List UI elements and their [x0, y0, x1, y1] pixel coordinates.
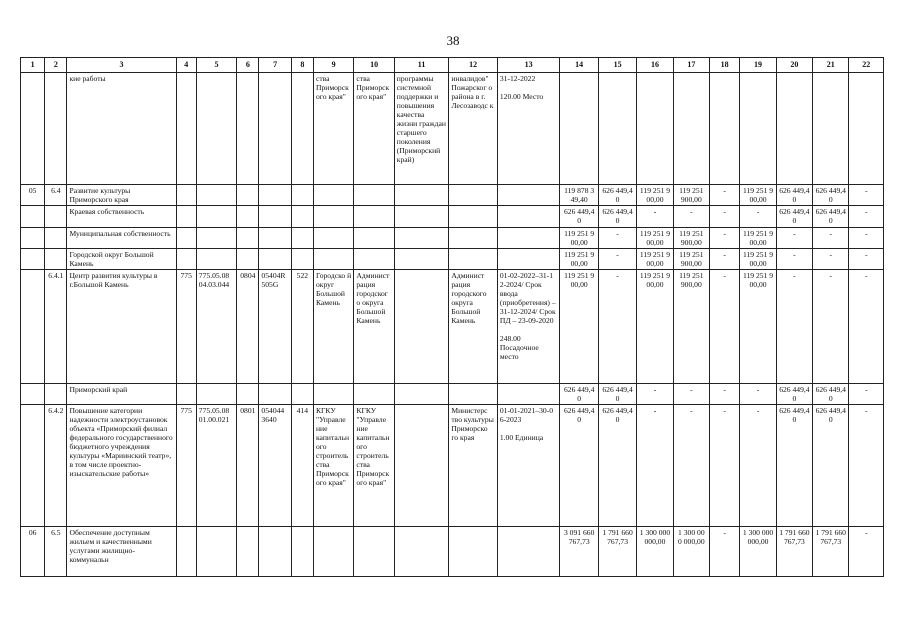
table-cell — [560, 73, 598, 185]
table-cell — [291, 249, 313, 270]
table-row — [21, 527, 884, 577]
table-cell — [21, 384, 45, 405]
table-cell — [237, 185, 259, 206]
table-cell: - — [710, 384, 740, 405]
table-cell: - — [637, 405, 673, 527]
table-cell: 1 300 000 000,00 — [740, 527, 776, 577]
table-cell: программы системной поддержки и повышения качества жизни граждан старшего поколения (Приморский край) — [394, 73, 449, 185]
column-header: 7 — [259, 58, 291, 73]
table-cell: - — [849, 405, 884, 527]
table-cell: - — [598, 249, 636, 270]
table-cell: 01-02-2022–31-1 2-2024/ Срок ввода (приобретения) – 31-12-2024/ Срок ПД – 23-09-2020 248.00 Посадочное место — [497, 270, 560, 384]
table-cell: 6.4.1 — [45, 270, 67, 384]
table-cell — [394, 228, 449, 249]
table-cell: - — [849, 228, 884, 249]
table-cell: 119 251 9 00,00 — [637, 270, 673, 384]
table-cell — [21, 73, 45, 185]
table-cell: 119 251 9 00,00 — [740, 228, 776, 249]
table-cell: Админист рация городског о округа Большой Камень — [354, 270, 394, 384]
table-cell — [196, 228, 236, 249]
table-cell: - — [813, 249, 849, 270]
table-cell — [196, 206, 236, 228]
table-cell: - — [849, 249, 884, 270]
table-cell: КГКУ "Управле ние капитальн ого строитель ства Приморск ого края" — [313, 405, 353, 527]
table-cell: - — [673, 206, 709, 228]
table-header-row — [21, 58, 884, 73]
table-cell — [237, 73, 259, 185]
table-cell: 775.05.08 04.03.044 — [196, 270, 236, 384]
table-cell: - — [813, 228, 849, 249]
table-cell — [394, 384, 449, 405]
table-cell: 119 251 9 00,00 — [560, 228, 598, 249]
table-cell: Центр развития культуры в г.Большой Камень — [67, 270, 176, 384]
table-cell — [291, 185, 313, 206]
table-cell — [21, 249, 45, 270]
column-header: 10 — [354, 58, 394, 73]
table-cell: 119 251 9 00,00 — [637, 249, 673, 270]
table-cell — [497, 185, 560, 206]
table-cell: 626 449,4 0 — [560, 206, 598, 228]
table-cell — [776, 73, 812, 185]
table-cell: 119 251 900,00 — [673, 270, 709, 384]
column-header: 3 — [67, 58, 176, 73]
table-cell: 119 251 9 00,00 — [637, 185, 673, 206]
table-cell: - — [598, 270, 636, 384]
table-cell — [45, 384, 67, 405]
table-cell: 119 251 900,00 — [673, 249, 709, 270]
table-cell: 626 449,4 0 — [598, 405, 636, 527]
table-cell — [45, 249, 67, 270]
table-cell: - — [710, 249, 740, 270]
table-cell — [196, 527, 236, 577]
table-cell: - — [710, 228, 740, 249]
table-cell: 3 091 660 767,73 — [560, 527, 598, 577]
table-cell: - — [710, 270, 740, 384]
table-cell: - — [740, 206, 776, 228]
table-cell: - — [637, 384, 673, 405]
table-cell: 119 878 3 49,40 — [560, 185, 598, 206]
table-cell: Админист рация городского округа Большой Камень — [449, 270, 498, 384]
table-cell: 626 449,4 0 — [813, 185, 849, 206]
column-header: 1 — [21, 58, 45, 73]
table-cell — [176, 384, 196, 405]
table-cell: Обеспечение доступным жильем и качественными услугами жилищно-коммунальн — [67, 527, 176, 577]
table-row — [21, 270, 884, 384]
table-cell: - — [776, 249, 812, 270]
table-cell: 1 791 660 767,73 — [776, 527, 812, 577]
table-cell: - — [673, 384, 709, 405]
table-cell — [497, 206, 560, 228]
table-cell — [313, 384, 353, 405]
table-cell: Приморский край — [67, 384, 176, 405]
table-cell: Развитие культуры Приморского края — [67, 185, 176, 206]
table-cell — [354, 206, 394, 228]
table-cell: 119 251 9 00,00 — [740, 185, 776, 206]
table-cell: 119 251 9 00,00 — [740, 270, 776, 384]
table-cell — [196, 384, 236, 405]
column-header: 6 — [237, 58, 259, 73]
table-cell: - — [849, 384, 884, 405]
table-cell — [176, 249, 196, 270]
table-cell: 626 449,4 0 — [560, 384, 598, 405]
table-cell: 1 300 000 000,00 — [637, 527, 673, 577]
table-cell — [196, 73, 236, 185]
table-cell: 775.05.08 01.00.021 — [196, 405, 236, 527]
table-cell — [354, 249, 394, 270]
table-cell: 1 791 660 767,73 — [813, 527, 849, 577]
table-cell: 626 449,4 0 — [776, 206, 812, 228]
table-cell: - — [598, 228, 636, 249]
table-cell — [394, 270, 449, 384]
table-cell — [449, 384, 498, 405]
table-cell: - — [740, 405, 776, 527]
column-header: 15 — [598, 58, 636, 73]
table-cell: 775 — [176, 270, 196, 384]
table-cell — [449, 206, 498, 228]
column-header: 4 — [176, 58, 196, 73]
table-cell — [291, 206, 313, 228]
column-header: 13 — [497, 58, 560, 73]
table-cell: 119 251 9 00,00 — [637, 228, 673, 249]
table-cell — [394, 206, 449, 228]
table-cell — [313, 249, 353, 270]
table-cell: 626 449,4 0 — [813, 384, 849, 405]
table-cell: 05 — [21, 185, 45, 206]
table-body — [21, 73, 884, 577]
table-cell — [45, 73, 67, 185]
table-cell: 119 251 9 00,00 — [740, 249, 776, 270]
table-cell — [710, 73, 740, 185]
column-header: 19 — [740, 58, 776, 73]
table-cell — [21, 228, 45, 249]
table-cell: 775 — [176, 405, 196, 527]
table-cell: 626 449,4 0 — [598, 384, 636, 405]
table-cell: 626 449,4 0 — [776, 384, 812, 405]
table-cell — [354, 527, 394, 577]
table-cell — [313, 185, 353, 206]
table-cell — [21, 206, 45, 228]
table-cell: КГКУ "Управле ние капитальн ого строитель ства Приморск ого края" — [354, 405, 394, 527]
page-number: 38 — [446, 33, 460, 48]
table-cell: 626 449,4 0 — [813, 206, 849, 228]
table-cell: 1 300 00 0 000,00 — [673, 527, 709, 577]
table-cell — [176, 228, 196, 249]
table-cell — [313, 527, 353, 577]
table-cell — [196, 185, 236, 206]
table-cell — [176, 185, 196, 206]
table-row — [21, 73, 884, 185]
table-cell — [237, 527, 259, 577]
table-cell: 0801 — [237, 405, 259, 527]
table-cell — [394, 249, 449, 270]
table-cell — [637, 73, 673, 185]
table-cell: 119 251 9 00,00 — [560, 270, 598, 384]
table-cell — [598, 73, 636, 185]
column-header: 9 — [313, 58, 353, 73]
table-cell: 6.4 — [45, 185, 67, 206]
table-cell: 06 — [21, 527, 45, 577]
table-cell — [45, 206, 67, 228]
table-cell: - — [849, 185, 884, 206]
table-cell: Муниципальная собственность — [67, 228, 176, 249]
table-row — [21, 384, 884, 405]
table-cell: 626 449,4 0 — [776, 185, 812, 206]
table-cell — [176, 527, 196, 577]
column-header: 12 — [449, 58, 498, 73]
table-cell — [394, 527, 449, 577]
table-cell — [354, 185, 394, 206]
table-cell: 119 251 900,00 — [673, 185, 709, 206]
table-cell: - — [710, 206, 740, 228]
table-cell — [813, 73, 849, 185]
table-cell: - — [813, 270, 849, 384]
table-cell — [21, 405, 45, 527]
table-cell: - — [849, 206, 884, 228]
table-cell: ства Приморск ого края" — [313, 73, 353, 185]
table-cell: - — [740, 384, 776, 405]
table-cell — [394, 185, 449, 206]
table-cell — [176, 73, 196, 185]
table-cell: 626 449,4 0 — [560, 405, 598, 527]
budget-table — [20, 57, 884, 577]
table-cell: 31-12-2022 120.00 Место — [497, 73, 560, 185]
table-row — [21, 249, 884, 270]
table-cell: кие работы — [67, 73, 176, 185]
table-cell — [237, 249, 259, 270]
table-cell: 1 791 660 767,73 — [598, 527, 636, 577]
table-cell: 05404R 505G — [259, 270, 291, 384]
table-row — [21, 405, 884, 527]
table-cell — [449, 249, 498, 270]
table-cell: 522 — [291, 270, 313, 384]
table-cell: 054044 3640 — [259, 405, 291, 527]
table-cell — [449, 527, 498, 577]
table-cell — [259, 73, 291, 185]
table-cell: 626 449,4 0 — [598, 206, 636, 228]
table-cell: - — [776, 228, 812, 249]
table-cell: 626 449,4 0 — [776, 405, 812, 527]
table-cell: ства Приморск ого края" — [354, 73, 394, 185]
table-cell — [673, 73, 709, 185]
table-cell — [740, 73, 776, 185]
column-header: 21 — [813, 58, 849, 73]
table-cell — [237, 384, 259, 405]
table-cell: 6.4.2 — [45, 405, 67, 527]
table-cell — [497, 228, 560, 249]
table-row — [21, 228, 884, 249]
column-header: 14 — [560, 58, 598, 73]
table-cell — [291, 73, 313, 185]
table-cell — [259, 185, 291, 206]
table-cell — [291, 228, 313, 249]
column-header: 2 — [45, 58, 67, 73]
table-cell — [313, 206, 353, 228]
table-cell: Повышение категории надежности электроустановок объекта «Приморский филиал федерального государственного бюджетного учреждения культуры «Мариинский театр», в том числе проектно-изыскательские работы» — [67, 405, 176, 527]
table-cell: - — [710, 527, 740, 577]
table-cell — [259, 206, 291, 228]
column-header: 22 — [849, 58, 884, 73]
column-header: 16 — [637, 58, 673, 73]
table-cell — [849, 73, 884, 185]
table-cell: 119 251 900,00 — [673, 228, 709, 249]
table-cell: 626 449,4 0 — [813, 405, 849, 527]
table-cell — [354, 228, 394, 249]
column-header: 11 — [394, 58, 449, 73]
column-header: 20 — [776, 58, 812, 73]
column-header: 8 — [291, 58, 313, 73]
table-cell — [196, 249, 236, 270]
table-cell — [313, 228, 353, 249]
table-cell — [497, 384, 560, 405]
table-cell: 119 251 9 00,00 — [560, 249, 598, 270]
table-cell: 414 — [291, 405, 313, 527]
table-cell — [259, 249, 291, 270]
table-cell — [259, 527, 291, 577]
table-cell: - — [710, 185, 740, 206]
table-cell — [497, 527, 560, 577]
table-cell — [237, 228, 259, 249]
table-cell — [291, 384, 313, 405]
table-cell: 0804 — [237, 270, 259, 384]
table-cell: - — [849, 527, 884, 577]
table-cell: Министерс тво культуры Приморско го края — [449, 405, 498, 527]
table-cell — [45, 228, 67, 249]
table-cell — [237, 206, 259, 228]
column-header: 18 — [710, 58, 740, 73]
table-row — [21, 185, 884, 206]
column-header: 17 — [673, 58, 709, 73]
table-cell: - — [710, 405, 740, 527]
table-cell — [449, 185, 498, 206]
table-cell: 01-01-2021–30-0 6-2023 1.00 Единица — [497, 405, 560, 527]
table-cell: Краевая собственность — [67, 206, 176, 228]
table-cell: - — [776, 270, 812, 384]
table-row — [21, 206, 884, 228]
table-cell: инвалидов" Пожарског о района в г. Лесозаводс к — [449, 73, 498, 185]
table-cell — [176, 206, 196, 228]
table-cell: Городской округ Большой Камень — [67, 249, 176, 270]
table-cell: - — [673, 405, 709, 527]
table-cell: 6.5 — [45, 527, 67, 577]
table-cell — [21, 270, 45, 384]
table-cell: - — [849, 270, 884, 384]
table-cell — [394, 405, 449, 527]
table-cell — [259, 228, 291, 249]
table-cell — [449, 228, 498, 249]
table-cell — [259, 384, 291, 405]
table-cell: - — [637, 206, 673, 228]
table-cell: Городско й округ Большой Камень — [313, 270, 353, 384]
table-cell — [291, 527, 313, 577]
table-cell: 626 449,4 0 — [598, 185, 636, 206]
column-header: 5 — [196, 58, 236, 73]
table-cell — [497, 249, 560, 270]
table-cell — [354, 384, 394, 405]
